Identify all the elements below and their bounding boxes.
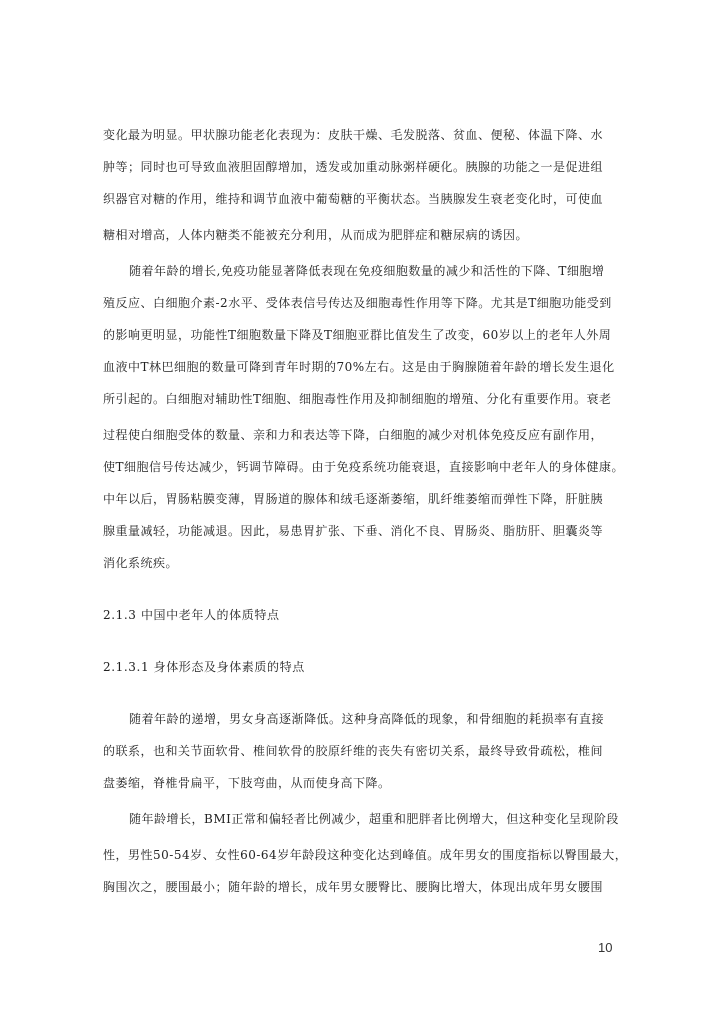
body-text-line: 胸围次之，腰围最小；随年龄的增长，成年男女腰臀比、腰胸比增大，体现出成年男女腰围 <box>103 880 604 894</box>
body-text-line: 的影响更明显，功能性T细胞数量下降及T细胞亚群比值发生了改变，60岁以上的老年人外周 <box>103 328 612 342</box>
body-text-line: 所引起的。白细胞对辅助性T细胞、细胞毒性作用及抑制细胞的增殖、分化有重要作用。衰老 <box>103 392 612 406</box>
page-number: 10 <box>598 940 613 955</box>
body-text-line: 变化最为明显。甲状腺功能老化表现为：皮肤干燥、毛发脱落、贫血、便秘、体温下降、水 <box>103 128 604 142</box>
body-text-line: 随年龄增长，BMI正常和偏轻者比例减少，超重和肥胖者比例增大，但这种变化呈现阶段 <box>129 812 619 826</box>
body-text-line: 腺重量减轻，功能减退。因此，易患胃扩张、下垂、消化不良、胃肠炎、脂肪肝、胆囊炎等 <box>103 524 604 538</box>
subsection-heading: 2.1.3.1 身体形态及身体素质的特点 <box>103 660 305 674</box>
body-text-line: 过程使白细胞受体的数量、亲和力和表达等下降，白细胞的减少对机体免疫反应有副作用， <box>103 428 604 442</box>
body-text-line: 随着年龄的递增，男女身高逐渐降低。这种身高降低的现象，和骨细胞的耗损率有直接 <box>129 712 605 726</box>
body-text-line: 织器官对糖的作用，维持和调节血液中葡萄糖的平衡状态。当胰腺发生衰老变化时，可使血 <box>103 192 604 206</box>
body-text-line: 血液中T林巴细胞的数量可降到青年时期的70%左右。这是由于胸腺随着年龄的增长发生退化 <box>103 360 615 374</box>
section-heading: 2.1.3 中国中老年人的体质特点 <box>103 608 280 622</box>
body-text-line: 殖反应、白细胞介素-2水平、受体表信号传达及细胞毒性作用等下降。尤其是T细胞功能受到 <box>103 296 612 310</box>
body-text-line: 使T细胞信号传达减少，钙调节障碍。由于免疫系统功能衰退，直接影响中老年人的身体健康。 <box>103 460 625 474</box>
body-text-line: 盘萎缩，脊椎骨扁平，下肢弯曲，从而使身高下降。 <box>103 776 391 790</box>
body-text-line: 中年以后，胃肠粘膜变薄，胃肠道的腺体和绒毛逐渐萎缩，肌纤维萎缩而弹性下降，肝脏胰 <box>103 492 604 506</box>
body-text-line: 的联系，也和关节面软骨、椎间软骨的胶原纤维的丧失有密切关系，最终导致骨疏松，椎间 <box>103 744 604 758</box>
body-text-line: 肿等；同时也可导致血液胆固醇增加，透发或加重动脉粥样硬化。胰腺的功能之一是促进组 <box>103 160 604 174</box>
body-text-line: 糖相对增高，人体内糖类不能被充分利用，从而成为肥胖症和糖尿病的诱因。 <box>103 228 529 242</box>
body-text-line: 随着年龄的增长,免疫功能显著降低表现在免疫细胞数量的减少和活性的下降、T细胞增 <box>129 264 605 278</box>
body-text-line: 消化系统疾。 <box>103 556 179 570</box>
body-text-line: 性，男性50-54岁、女性60-64岁年龄段这种变化达到峰值。成年男女的围度指标以臀围最大， <box>103 848 628 862</box>
